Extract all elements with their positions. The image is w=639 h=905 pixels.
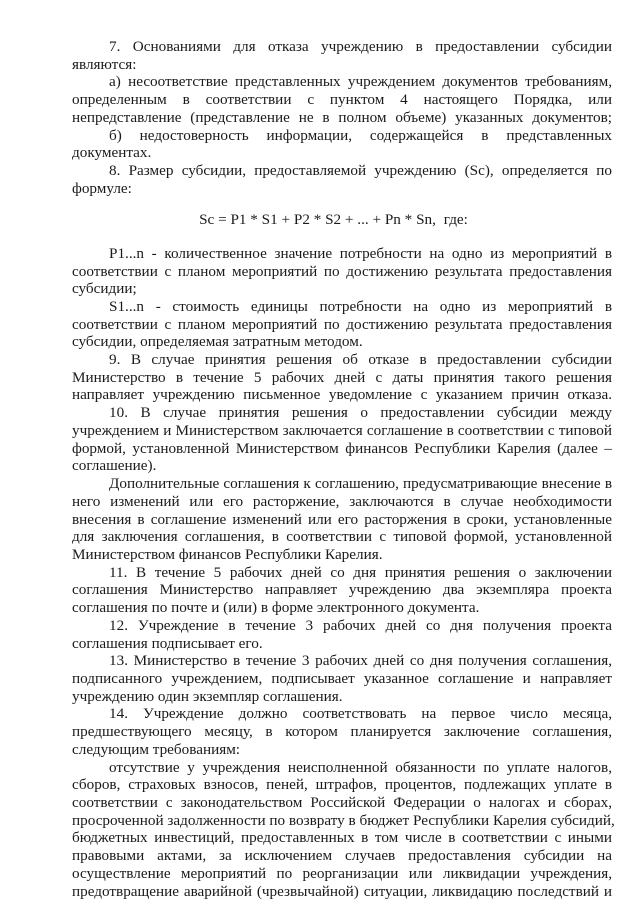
paragraph-14-line-1: 14. Учреждение должно соответствовать на первое число месяца, xyxy=(109,705,612,722)
paragraph-13-line-3: учреждению один экземпляр соглашения. xyxy=(72,688,343,705)
paragraph-12-line-1: 12. Учреждение в течение 3 рабочих дней со дня получения проекта xyxy=(109,617,612,634)
paragraph-9-line-2: Министерство в течение 5 рабочих дней с даты принятия такого решения xyxy=(72,369,612,386)
paragraph-9-line-3: направляет учреждению письменное уведомление с указанием причин отказа. xyxy=(72,386,612,403)
paragraph-10-line-1: 10. В случае принятия решения о предоставлении субсидии между xyxy=(109,404,612,421)
s-definition-line-3: субсидии, определяемая затратным методом. xyxy=(72,333,363,350)
requirement-line-7: осуществление мероприятий по реорганизации или ликвидации учреждения, xyxy=(72,865,612,882)
paragraph-supplementary-line-2: него изменений или его расторжение, заключаются в случае необходимости xyxy=(72,493,612,510)
paragraph-8-line-1: 8. Размер субсидии, предоставляемой учреждению (Sc), определяется по xyxy=(109,162,612,179)
subsidy-formula xyxy=(0,211,639,229)
paragraph-13-line-1: 13. Министерство в течение 3 рабочих дней со дня получения соглашения, xyxy=(109,652,612,669)
paragraph-supplementary-line-1: Дополнительные соглашения к соглашению, предусматривающие внесение в xyxy=(109,475,612,492)
paragraph-8-line-2: формуле: xyxy=(72,180,132,197)
paragraph-supplementary-line-5: Министерством финансов Республики Карелия. xyxy=(72,546,383,563)
paragraph-13-line-2: подписанного учреждением, подписывает указанное соглашение и направляет xyxy=(72,670,612,687)
paragraph-10-line-3: формой, установленной Министерством финансов Республики Карелия (далее – xyxy=(72,440,612,457)
p-definition-line-1: P1...n - количественное значение потребности на одно из мероприятий в xyxy=(109,245,612,262)
paragraph-7a-line-2: определенным в соответствии с пунктом 4 настоящего Порядка, или xyxy=(72,91,612,108)
paragraph-11-line-3: соглашения по почте и (или) в форме электронного документа. xyxy=(72,599,480,616)
p-definition-line-3: субсидии; xyxy=(72,280,137,297)
paragraph-7-line-2: являются: xyxy=(72,56,137,73)
paragraph-10-line-4: соглашение). xyxy=(72,457,157,474)
paragraph-supplementary-line-3: внесения в соглашение изменений или его расторжения в сроки, установленные xyxy=(72,511,612,528)
requirement-line-1: отсутствие у учреждения неисполненной обязанности по уплате налогов, xyxy=(109,759,612,776)
paragraph-7a-line-1: а) несоответствие представленных учреждением документов требованиям, xyxy=(109,73,612,90)
paragraph-14-line-2: предшествующего месяцу, в котором планируется заключение соглашения, xyxy=(72,723,612,740)
paragraph-7-line-1: 7. Основаниями для отказа учреждению в предоставлении субсидии xyxy=(109,38,612,55)
s-definition-line-1: S1...n - стоимость единицы потребности на одно из мероприятий в xyxy=(109,298,612,315)
paragraph-11-line-1: 11. В течение 5 рабочих дней со дня принятия решения о заключении xyxy=(109,564,612,581)
requirement-line-6: правовыми актами, за исключением случаев предоставления субсидии на xyxy=(72,847,612,864)
paragraph-7a-line-3: непредставление (представление не в полном объеме) указанных документов; xyxy=(72,109,612,126)
requirement-line-2: сборов, страховых взносов, пеней, штрафов, процентов, подлежащих уплате в xyxy=(72,776,612,793)
paragraph-9-line-1: 9. В случае принятия решения об отказе в предоставлении субсидии xyxy=(109,351,612,368)
paragraph-14-line-3: следующим требованиям: xyxy=(72,741,241,758)
p-definition-line-2: соответствии с планом мероприятий по достижению результата предоставления xyxy=(72,263,612,280)
requirement-line-3: соответствии с законодательством Российской Федерации о налогах и сборах, xyxy=(72,794,612,811)
paragraph-12-line-2: соглашения подписывает его. xyxy=(72,635,263,652)
paragraph-10-line-2: учреждением и Министерством заключается соглашение в соответствии с типовой xyxy=(72,422,612,439)
requirement-line-4: просроченной задолженности по возврату в бюджет Республики Карелия субсидий, xyxy=(72,812,615,829)
requirement-line-8: предотвращение аварийной (чрезвычайной) ситуации, ликвидацию последствий и xyxy=(72,883,612,900)
paragraph-11-line-2: соглашения Министерство направляет учреждению два экземпляра проекта xyxy=(72,581,612,598)
formula-suffix: где: xyxy=(443,211,468,228)
formula-expression: Sc = P1 * S1 + P2 * S2 + ... + Pn * Sn, xyxy=(199,211,436,228)
requirement-line-5: бюджетных инвестиций, предоставленных в том числе в соответствии с иными xyxy=(72,829,612,846)
paragraph-7b-line-1: б) недостоверность информации, содержащейся в представленных xyxy=(109,127,612,144)
paragraph-supplementary-line-4: для заключения соглашения, в соответствии с типовой формой, установленной xyxy=(72,528,612,545)
paragraph-7b-line-2: документах. xyxy=(72,144,152,161)
s-definition-line-2: соответствии с планом мероприятий по достижению результата предоставления xyxy=(72,316,612,333)
